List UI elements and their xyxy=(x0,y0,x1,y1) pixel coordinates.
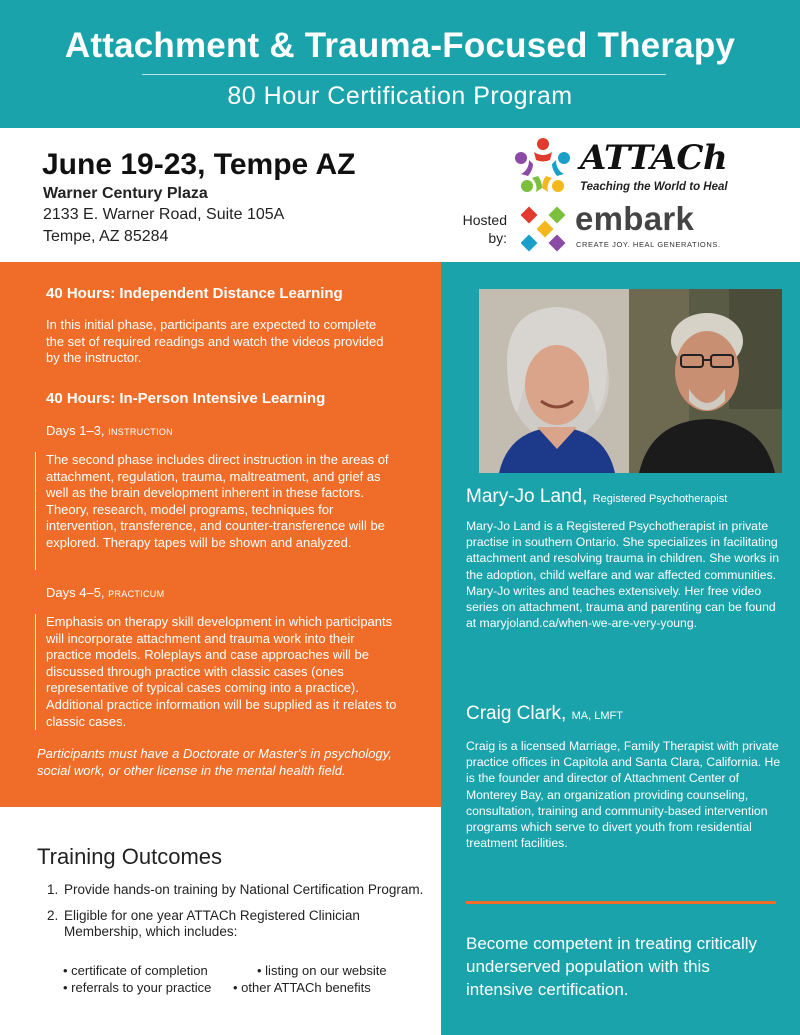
list-item xyxy=(47,908,437,941)
presenter-credential: Registered Psychotherapist xyxy=(592,493,728,505)
phase1-text: In this initial phase, participants are expected to complete the set of required readings and watch the videos provided by the instructor. xyxy=(46,317,384,366)
list-item-text: Eligible for one year ATTACh Registered Clinician Membership, which includes: xyxy=(64,907,360,939)
presenter-photo-craig xyxy=(629,289,782,473)
benefit-item: • other ATTACh benefits xyxy=(233,980,371,995)
presenter-name-mary-jo xyxy=(466,486,727,508)
eligibility-note: Participants must have a Doctorate or Master's in psychology, social work, or other license in the mental health field. xyxy=(37,746,392,778)
benefits-list xyxy=(63,962,433,996)
list-item xyxy=(47,882,437,899)
program-details-panel xyxy=(0,262,441,807)
header-banner xyxy=(0,0,800,128)
benefit-item: • referrals to your practice xyxy=(63,980,212,995)
presenter-credential: MA, LMFT xyxy=(571,710,623,722)
days1-text: The second phase includes direct instruction in the areas of attachment, regulation, trauma, maltreatment, and grief as well as the brain development inherent in these factors. Theory, research, model programs, techniques for intervention, transference, and counter-transference will be explored. Therapy tapes will be shown and analyzed. xyxy=(46,452,389,550)
page-subtitle: 80 Hour Certification Program xyxy=(227,82,573,110)
phase2-heading: 40 Hours: In-Person Intensive Learning xyxy=(46,390,326,407)
list-item-number: 1. xyxy=(47,882,59,897)
embark-logo-icon xyxy=(521,205,569,253)
outcomes-list xyxy=(47,882,437,950)
call-to-action: Become competent in treating critically underserved population with this intensive certification. xyxy=(466,934,758,999)
event-venue: Warner Century Plaza xyxy=(43,185,208,202)
embark-tagline: CREATE JOY. HEAL GENERATIONS. xyxy=(576,240,721,249)
event-date: June 19-23, Tempe AZ xyxy=(42,148,356,181)
cta-divider xyxy=(466,901,776,904)
days1-divider xyxy=(35,452,36,570)
page-title: Attachment & Trauma-Focused Therapy xyxy=(64,26,736,65)
phase1-heading: 40 Hours: Independent Distance Learning xyxy=(46,285,343,302)
event-address-line2: Tempe, AZ 85284 xyxy=(43,228,169,245)
days2-text: Emphasis on therapy skill development in which participants will incorporate attachment and trauma work into their practice models. Roleplays and case approaches will be discussed through practice with classic cases (ones representative of typical cases coming into a practice). Additional practice information will be supplied as it relates to classic cases. xyxy=(46,614,397,729)
days1-tag: INSTRUCTION xyxy=(108,427,173,437)
days2-divider xyxy=(35,614,36,730)
presenter-bio-mary-jo: Mary-Jo Land is a Registered Psychotherapist in private practise in southern Ontario. She specializes in facilitating attachment and resolving trauma in children. She works in the adoption, child welfare and war affected communities. Mary-Jo writes and teaches extensively. Her free video series on attachment, trauma and parenting can be found at maryjoland.ca/when-we-are-very-young. xyxy=(466,519,779,631)
days2-label-text: Days 4–5, xyxy=(46,585,105,600)
benefit-item: • listing on our website xyxy=(257,963,387,978)
list-item-text: Provide hands-on training by National Certification Program. xyxy=(64,882,424,897)
days1-label-text: Days 1–3, xyxy=(46,423,105,438)
hosted-by-label: Hosted by: xyxy=(462,212,507,246)
event-address-line1: 2133 E. Warner Road, Suite 105A xyxy=(43,206,285,223)
presenter-name-text: Mary-Jo Land, xyxy=(466,486,588,507)
outcomes-title: Training Outcomes xyxy=(37,844,223,869)
embark-logo-text: embark xyxy=(575,200,695,237)
presenter-bio-craig: Craig is a licensed Marriage, Family Therapist with private practice offices in Capitola and Santa Clara, California. He is the founder and director of Attachment Center of Monterey Bay, an organization providing counseling, consultation, training and community-based intervention programs which serve to divert youth from residential treatment facilities. xyxy=(466,739,781,851)
attach-logo-text: ATTACh xyxy=(580,138,728,178)
presenter-photo-mary-jo xyxy=(479,289,632,473)
presenter-name-craig xyxy=(466,703,623,725)
title-divider xyxy=(142,74,666,75)
benefit-item: • certificate of completion xyxy=(63,963,208,978)
list-item-number: 2. xyxy=(47,907,59,923)
days2-label xyxy=(46,585,164,600)
days1-label xyxy=(46,423,173,438)
attach-tagline: Teaching the World to Heal xyxy=(580,181,728,193)
days2-tag: PRACTICUM xyxy=(108,589,165,599)
presenter-name-text: Craig Clark, xyxy=(466,703,567,724)
attach-logo-icon xyxy=(512,136,574,196)
